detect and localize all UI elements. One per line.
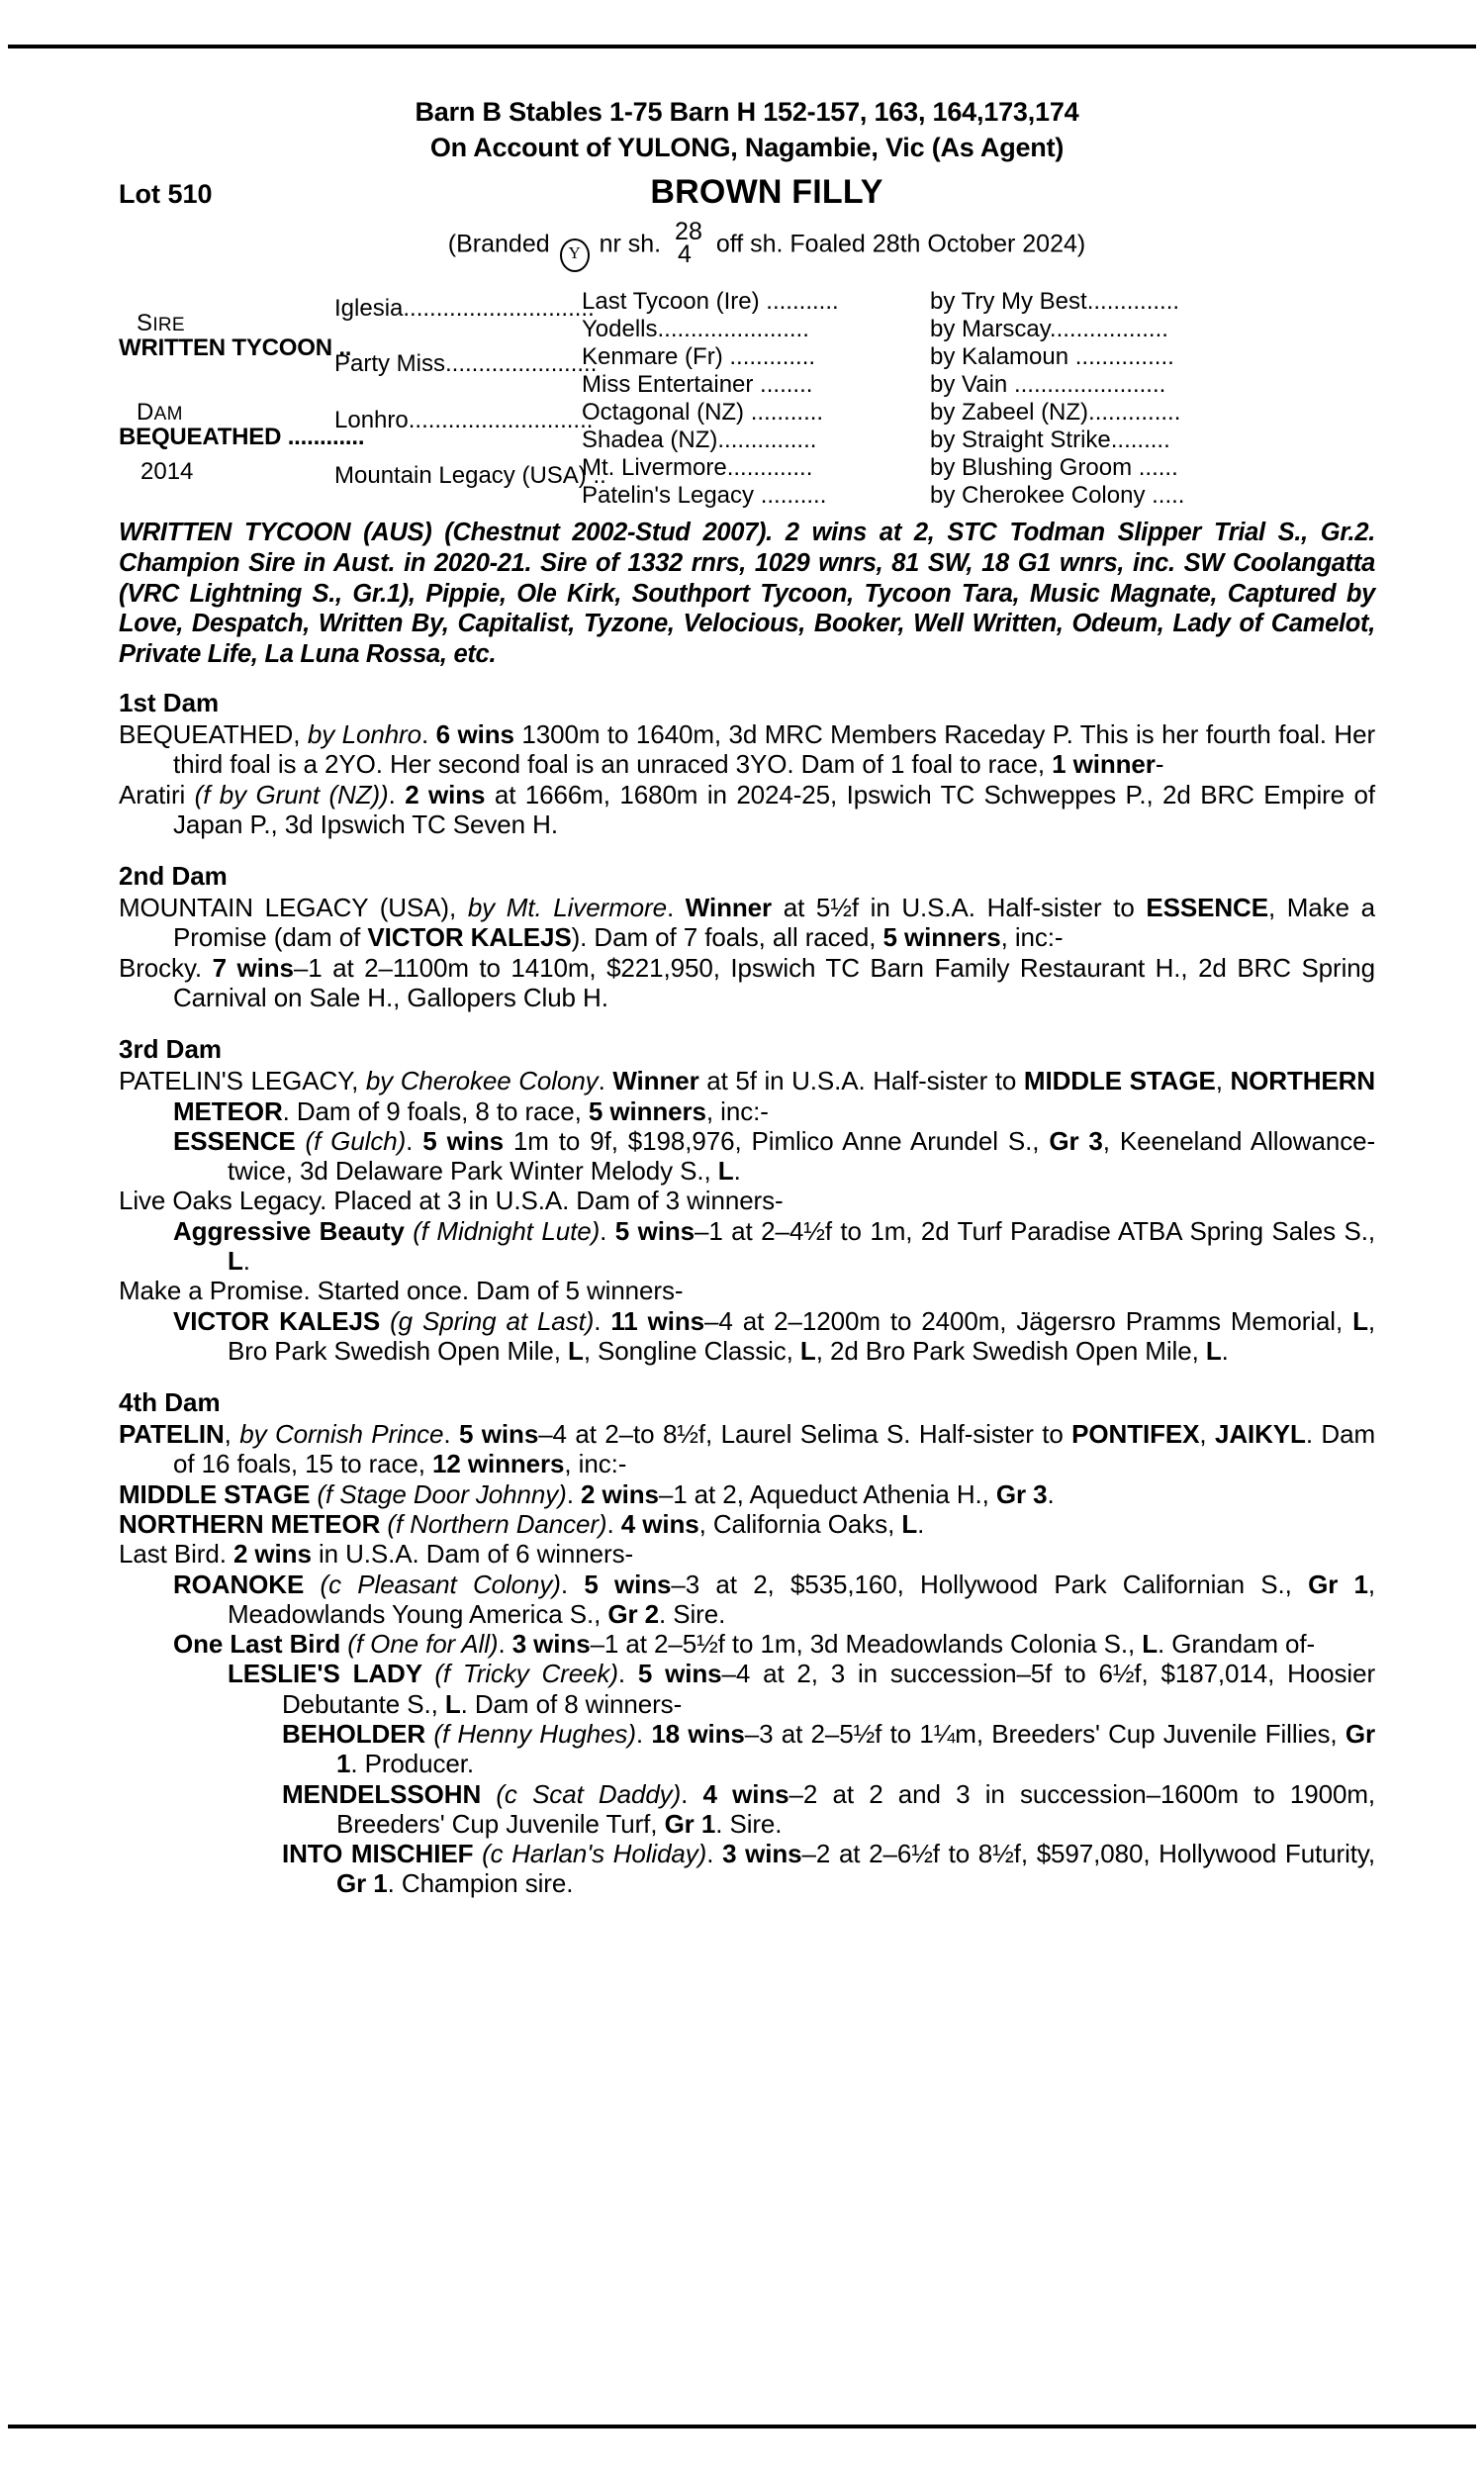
emphasis-bold: Gr 1: [336, 1868, 388, 1899]
yulong-brand-icon: Y: [560, 238, 590, 272]
ggp-sire: by Kalamoun ...............: [930, 342, 1174, 370]
sire-description-paragraph: WRITTEN TYCOON (AUS) (Chestnut 2002-Stud 2007). 2 wins at 2, STC Todman Slipper Trial S., Gr.2. Champion Sire in Aust. in 2020-21. Sire of 1332 rnrs, 1029 wnrs, 81 SW, 18 G1 wnrs, inc. SW Coolangatta (VRC Lightning S., Gr.1), Pippie, Ole Kirk, Southport Tycoon, Tycoon Tara, Music Magnate, Captured by Love, Despatch, Written By, Capitalist, Tyzone, Velocious, Booker, Well Written, Odeum, Lady of Camelot, Private Life, La Luna Rossa, etc.: [119, 518, 1375, 669]
grandparent-dam-sire: Lonhro............................: [334, 406, 594, 433]
emphasis-bold: Gr 3: [995, 1478, 1048, 1509]
entry-text: ,: [1199, 1419, 1215, 1450]
pedigree-entry: [119, 780, 1375, 840]
emphasis-bold: 3 wins: [511, 1629, 591, 1660]
entry-text: .: [917, 1508, 925, 1539]
entry-text: , Meadowlands Young America S.,: [228, 1569, 1376, 1629]
ggp-name: Shadea (NZ)...............: [582, 426, 817, 453]
emphasis-bold: L: [901, 1508, 918, 1539]
brand-number-top: 28: [675, 218, 702, 246]
emphasis-bold: MIDDLE STAGE: [1023, 1066, 1216, 1096]
emphasis-italic: (f by Grunt (NZ)): [194, 779, 389, 809]
emphasis-bold: L: [717, 1156, 734, 1187]
entry-text: –3 at 2, $535,160, Hollywood Park Californian S.,: [671, 1569, 1309, 1599]
pedigree-row: [582, 288, 1375, 316]
entry-text: –1 at 2–1100m to 1410m, $221,950, Ipswich TC Barn Family Restaurant H., 2d BRC Spring Carnival on Sale H., Gallopers Club H.: [173, 952, 1375, 1013]
entry-text: at 5½f in U.S.A. Half-sister to: [772, 893, 1147, 923]
ggp-name: Last Tycoon (Ire) ...........: [582, 287, 839, 315]
pedigree-entry: [119, 1719, 1375, 1779]
entry-text: , inc:-: [1000, 922, 1064, 953]
pedigree-entry: [119, 1276, 1375, 1305]
bottom-divider: [8, 2425, 1476, 2428]
emphasis-bold: L: [228, 1246, 243, 1277]
top-divider: [8, 45, 1476, 48]
ggp-sire: by Marscay..................: [930, 315, 1168, 342]
entry-text: . Dam of 8 winners-: [460, 1688, 683, 1719]
entry-text: Last Bird.: [119, 1539, 233, 1570]
entry-text: , Make a Promise (dam of: [173, 893, 1375, 953]
emphasis-bold: Gr 1: [336, 1718, 1376, 1779]
entry-text: .: [594, 1305, 611, 1336]
emphasis-italic: (f Tricky Creek): [434, 1659, 618, 1689]
pedigree-entry: [119, 1419, 1375, 1479]
brand-off-side-text: off sh. Foaled 28th October 2024): [715, 230, 1086, 258]
entry-text: –4 at 2–to 8½f, Laurel Selima S. Half-sister to: [538, 1419, 1072, 1450]
pedigree-entry: [119, 1570, 1375, 1630]
entry-text: .: [681, 1778, 703, 1809]
sire-name: WRITTEN TYCOON ..: [119, 333, 352, 361]
dam-label-rest: AM: [153, 403, 183, 425]
emphasis-bold: 2 wins: [232, 1539, 312, 1570]
brand-number-stack: [675, 218, 702, 269]
pedigree-entry: [119, 1186, 1375, 1215]
entry-text: .: [733, 1156, 741, 1187]
emphasis-italic: (f Midnight Lute): [413, 1215, 601, 1246]
entry-text: at 5f in U.S.A. Half-sister to: [698, 1066, 1024, 1096]
animal-title: BROWN FILLY: [650, 173, 883, 212]
emphasis-bold: 2 wins: [405, 779, 486, 809]
entry-text: .: [635, 1718, 652, 1749]
pedigree-row: [582, 454, 1375, 482]
emphasis-bold: PONTIFEX: [1071, 1419, 1200, 1450]
emphasis-bold: Winner: [685, 893, 773, 923]
entry-text: .: [443, 1419, 459, 1450]
emphasis-bold: BEHOLDER: [282, 1718, 434, 1749]
entry-text: .: [600, 1215, 615, 1246]
entry-text: –1 at 2–4½f to 1m, 2d Turf Paradise ATBA Spring Sales S.,: [694, 1215, 1376, 1246]
ggp-name: Patelin's Legacy ..........: [582, 481, 827, 509]
emphasis-bold: 11 wins: [610, 1305, 705, 1336]
dam-year: 2014: [140, 457, 194, 485]
emphasis-italic: by Mt. Livermore: [467, 893, 667, 923]
emphasis-bold: 18 wins: [651, 1718, 745, 1749]
ggp-sire: by Zabeel (NZ)..............: [930, 398, 1181, 426]
entry-text: Aratiri: [119, 779, 195, 809]
entry-text: .: [560, 1569, 585, 1599]
entry-text: PATELIN'S LEGACY,: [119, 1066, 366, 1096]
emphasis-bold: Winner: [612, 1066, 699, 1096]
pedigree-entry: [119, 719, 1375, 780]
emphasis-bold: L: [799, 1335, 816, 1366]
entry-text: , 2d Bro Park Swedish Open Mile,: [815, 1335, 1206, 1366]
emphasis-bold: L: [1142, 1629, 1158, 1660]
brand-number-bottom: 4: [678, 240, 692, 269]
pedigree-row: [582, 343, 1375, 371]
emphasis-italic: by Cherokee Colony: [365, 1066, 599, 1096]
emphasis-bold: 5 wins: [614, 1215, 695, 1246]
pedigree-entry: [119, 1306, 1375, 1367]
emphasis-bold: Aggressive Beauty: [173, 1215, 414, 1246]
emphasis-bold: 5 wins: [584, 1569, 672, 1599]
emphasis-bold: PATELIN: [119, 1419, 225, 1450]
emphasis-italic: (g Spring at Last): [390, 1305, 595, 1336]
ggp-sire: by Cherokee Colony .....: [930, 481, 1185, 509]
pedigree-entry: [119, 1066, 1375, 1126]
account-header-line2: On Account of YULONG, Nagambie, Vic (As Agent): [429, 132, 1065, 162]
grandparent-dam-dam: Mountain Legacy (USA) ..: [334, 461, 606, 489]
emphasis-bold: 5 wins: [458, 1419, 539, 1450]
emphasis-bold: L: [444, 1688, 461, 1719]
ggp-sire: by Vain .......................: [930, 370, 1166, 398]
pedigree-entry: [119, 1216, 1375, 1277]
entry-text: , Songline Classic,: [583, 1335, 800, 1366]
pedigree-entry: [119, 1779, 1375, 1840]
entry-text: .: [566, 1478, 581, 1509]
entry-text: .: [406, 1125, 423, 1156]
entry-text: –4 at 2, 3 in succession–5f to 6½f, $187,014, Hoosier Debutante S.,: [282, 1659, 1376, 1719]
dam-heading: 2nd Dam: [119, 861, 228, 892]
emphasis-bold: Gr 1: [1308, 1569, 1368, 1599]
emphasis-bold: NORTHERN METEOR: [119, 1508, 388, 1539]
emphasis-bold: ROANOKE: [173, 1569, 321, 1599]
ggp-name: Miss Entertainer ........: [582, 370, 813, 398]
entry-text: . Sire.: [659, 1598, 726, 1629]
pedigree-entry: [119, 1479, 1375, 1509]
entry-text: .: [666, 893, 686, 923]
pedigree-entry: [119, 1539, 1375, 1569]
brand-prefix-text: (Branded: [447, 230, 550, 258]
entry-text: .: [706, 1839, 723, 1869]
ggp-name: Octagonal (NZ) ...........: [582, 398, 824, 426]
entry-text: .: [617, 1659, 638, 1689]
entry-text: .: [1221, 1335, 1229, 1366]
pedigree-row: [582, 482, 1375, 510]
pedigree-column-great-grandparents: [582, 288, 1375, 510]
lot-title-row: [119, 173, 1375, 217]
entry-text: . Dam of 9 foals, 8 to race,: [282, 1095, 589, 1126]
entry-text: ). Dam of 7 foals, all raced,: [571, 922, 883, 953]
pedigree-entry: [119, 1509, 1375, 1539]
emphasis-bold: 6 wins: [435, 719, 514, 750]
emphasis-bold: ESSENCE: [1146, 893, 1268, 923]
dam-heading: 4th Dam: [119, 1387, 221, 1418]
emphasis-italic: (f Gulch): [305, 1125, 407, 1156]
lot-number: Lot 510: [119, 179, 213, 210]
emphasis-bold: VICTOR KALEJS: [173, 1305, 391, 1336]
dam-heading: 3rd Dam: [119, 1034, 223, 1065]
emphasis-bold: 5 wins: [422, 1125, 504, 1156]
ggp-sire: by Blushing Groom ......: [930, 453, 1178, 481]
pedigree-row: [582, 316, 1375, 343]
entry-text: .: [598, 1066, 613, 1096]
ggp-sire: by Try My Best..............: [930, 287, 1180, 315]
emphasis-bold: MIDDLE STAGE: [119, 1478, 318, 1509]
pedigree-row: [582, 427, 1375, 454]
emphasis-bold: 4 wins: [620, 1508, 699, 1539]
emphasis-bold: Gr 1: [664, 1808, 716, 1839]
emphasis-italic: by Lonhro: [307, 719, 421, 750]
entry-text: .: [388, 779, 406, 809]
barn-header-line1: Barn B Stables 1-75 Barn H 152-157, 163, 164,173,174: [415, 97, 1079, 127]
entry-text: 1300m to 1640m, 3d MRC Members Raceday P. This is her fourth foal. Her third foal is a 2YO. Her second foal is an unraced 3YO. Dam of 1 foal to race,: [173, 719, 1375, 780]
brand-near-side-text: nr sh.: [599, 230, 662, 258]
entry-text: .: [606, 1508, 621, 1539]
ggp-name: Mt. Livermore.............: [582, 453, 813, 481]
entry-text: 1m to 9f, $198,976, Pimlico Anne Arundel S.,: [503, 1125, 1050, 1156]
entry-text: .: [1047, 1478, 1055, 1509]
emphasis-bold: INTO MISCHIEF: [282, 1839, 483, 1869]
emphasis-bold: L: [1352, 1305, 1368, 1336]
emphasis-bold: L: [568, 1335, 584, 1366]
entry-text: . Sire.: [715, 1808, 783, 1839]
entry-text: , inc:-: [564, 1449, 627, 1479]
entry-text: .: [420, 719, 436, 750]
dam-name: BEQUEATHED ............: [119, 423, 365, 450]
entry-text: . Producer.: [350, 1749, 475, 1779]
emphasis-italic: (c Pleasant Colony): [320, 1569, 561, 1599]
pedigree-entry: [119, 1839, 1375, 1899]
entry-text: –1 at 2, Aqueduct Athenia H.,: [658, 1478, 996, 1509]
pedigree-row: [582, 371, 1375, 399]
emphasis-italic: (f Henny Hughes): [433, 1718, 636, 1749]
ggp-sire: by Straight Strike.........: [930, 426, 1170, 453]
entry-text: . Grandam of-: [1158, 1629, 1316, 1660]
entry-text: Live Oaks Legacy. Placed at 3 in U.S.A. Dam of 3 winners-: [119, 1186, 784, 1216]
dam-heading: 1st Dam: [119, 688, 220, 718]
pedigree-entry: [119, 953, 1375, 1013]
pedigree-row: [582, 399, 1375, 427]
emphasis-bold: MENDELSSOHN: [282, 1778, 497, 1809]
grandparent-sire-sire: Iglesia.............................: [334, 294, 595, 322]
emphasis-italic: (c Harlan's Holiday): [482, 1839, 707, 1869]
sire-label: SIRE: [137, 309, 185, 336]
entry-text: MOUNTAIN LEGACY (USA),: [119, 893, 468, 923]
sire-label-rest: IRE: [152, 314, 185, 335]
emphasis-bold: L: [1205, 1335, 1222, 1366]
page-content: [119, 59, 1375, 1899]
pedigree-entry: [119, 1659, 1375, 1719]
pedigree-entry: [119, 1126, 1375, 1187]
emphasis-bold: 3 wins: [722, 1839, 802, 1869]
entry-text: , California Oaks,: [698, 1508, 902, 1539]
entry-text: .: [242, 1246, 250, 1277]
emphasis-bold: 7 wins: [212, 952, 294, 983]
emphasis-bold: Gr 2: [607, 1598, 660, 1629]
entry-text: –4 at 2–1200m to 2400m, Jägersro Pramms Memorial,: [704, 1305, 1353, 1336]
emphasis-italic: (f Stage Door Johnny): [317, 1478, 567, 1509]
entry-text: , inc:-: [705, 1095, 769, 1126]
emphasis-bold: LESLIE'S LADY: [228, 1659, 435, 1689]
emphasis-italic: by Cornish Prince: [239, 1419, 444, 1450]
entry-text: –3 at 2–5½f to 1¼m, Breeders' Cup Juvenile Fillies,: [744, 1718, 1345, 1749]
emphasis-italic: (f One for All): [347, 1629, 499, 1660]
emphasis-bold: 5 winners: [588, 1095, 706, 1126]
entry-text: –2 at 2 and 3 in succession–1600m to 1900m, Breeders' Cup Juvenile Turf,: [336, 1778, 1376, 1839]
emphasis-italic: (f Northern Dancer): [387, 1508, 607, 1539]
entry-text: .: [498, 1629, 512, 1660]
emphasis-bold: 4 wins: [702, 1778, 789, 1809]
emphasis-bold: 2 wins: [580, 1478, 659, 1509]
emphasis-bold: JAIKYL: [1214, 1419, 1306, 1450]
entry-text: , Keeneland Allowance-twice, 3d Delaware Park Winter Melody S.,: [228, 1125, 1376, 1187]
grandparent-sire-dam: Party Miss.......................: [334, 349, 598, 377]
entry-text: BEQUEATHED,: [119, 719, 308, 750]
dam-sections: [119, 688, 1375, 1899]
ggp-name: Kenmare (Fr) .............: [582, 342, 816, 370]
pedigree-table: [119, 288, 1375, 508]
entry-text: -: [1155, 749, 1164, 780]
emphasis-bold: Gr 3: [1049, 1125, 1103, 1156]
entry-text: . Champion sire.: [387, 1868, 574, 1899]
emphasis-bold: ESSENCE: [173, 1125, 306, 1156]
entry-text: ,: [224, 1419, 240, 1450]
entry-text: , Bro Park Swedish Open Mile,: [228, 1305, 1375, 1366]
emphasis-bold: 5 winners: [882, 922, 1001, 953]
branding-line: [119, 218, 1375, 272]
emphasis-bold: 5 wins: [637, 1659, 722, 1689]
entry-text: Make a Promise. Started once. Dam of 5 winners-: [119, 1276, 684, 1306]
dam-label: DAM: [137, 398, 183, 426]
entry-text: Brocky.: [119, 952, 213, 983]
entry-text: in U.S.A. Dam of 6 winners-: [311, 1539, 634, 1570]
emphasis-bold: 12 winners: [432, 1449, 565, 1479]
entry-text: at 1666m, 1680m in 2024-25, Ipswich TC Schweppes P., 2d BRC Empire of Japan P., 3d Ipswich TC Seven H.: [173, 779, 1375, 839]
pedigree-entry: [119, 893, 1375, 953]
ggp-name: Yodells.......................: [582, 315, 809, 342]
entry-text: –2 at 2–6½f to 8½f, $597,080, Hollywood Futurity,: [801, 1839, 1375, 1869]
entry-text: . Dam of 16 foals, 15 to race,: [173, 1419, 1375, 1479]
entry-text: ,: [1215, 1066, 1231, 1096]
emphasis-bold: NORTHERN METEOR: [173, 1066, 1376, 1126]
emphasis-bold: VICTOR KALEJS: [367, 922, 572, 953]
pedigree-entry: [119, 1629, 1375, 1659]
emphasis-bold: One Last Bird: [173, 1629, 348, 1660]
entry-text: –1 at 2–5½f to 1m, 3d Meadowlands Colonia S.,: [590, 1629, 1143, 1660]
emphasis-italic: (c Scat Daddy): [496, 1778, 682, 1809]
emphasis-bold: 1 winner: [1052, 749, 1156, 780]
